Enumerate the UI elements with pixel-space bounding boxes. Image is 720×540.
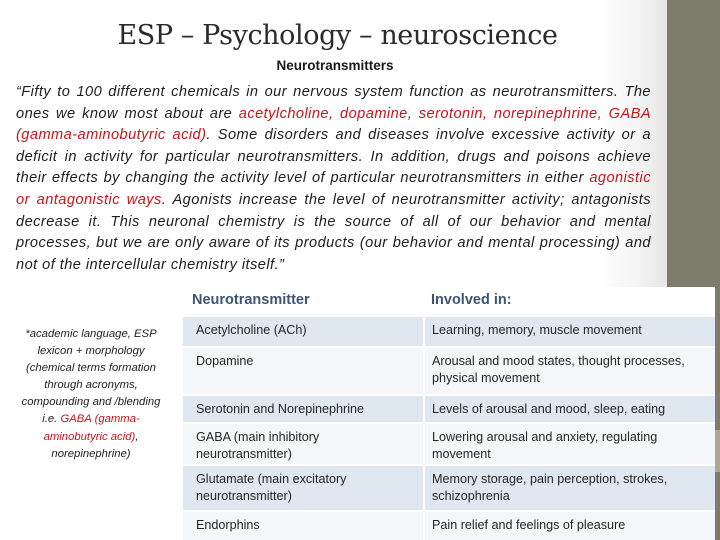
quote-highlight-2: agonistic or antagonistic ways <box>16 170 651 208</box>
table-row <box>183 464 715 510</box>
table-cell-name: Endorphins <box>196 518 260 532</box>
table-cell-name: Glutamate (main excitatory neurotransmitter) <box>196 472 347 503</box>
table-header-col1: Neurotransmitter <box>192 292 310 308</box>
table-cell-role: Learning, memory, muscle movement <box>432 323 642 337</box>
quote-text-3: . Agonists increase the level of neurotransmitter activity; antagonists decrease it. This neuronal chemistry is the source of all of our behavior and mental processes, but we are only aware of its products (our behavior and mental processing) and not of the intercellular chemistry itself.” <box>16 191 651 273</box>
table-row <box>183 422 715 464</box>
table-cell-name: Dopamine <box>196 354 254 368</box>
table-row <box>183 510 715 540</box>
table-header <box>183 287 715 315</box>
quote-paragraph <box>16 82 651 276</box>
table-cell-name: Acetylcholine (ACh) <box>196 323 307 337</box>
table-cell-name: Serotonin and Norepinephrine <box>196 402 365 416</box>
table-column-divider <box>423 315 425 540</box>
table-row <box>183 394 715 422</box>
table-cell-role: Pain relief and feelings of pleasure <box>432 518 626 532</box>
quote-text-1: “Fifty to 100 different chemicals in our nervous system function as neurotransmitters. The ones we know most about are <box>16 84 651 122</box>
slide-subtitle: Neurotransmitters <box>276 58 394 73</box>
table-row <box>183 346 715 394</box>
note-tail: , norepinephrine) <box>51 430 139 460</box>
quote-highlight-1: acetylcholine, dopamine, serotonin, norepinephrine, GABA (gamma-aminobutyric acid) <box>16 105 651 144</box>
table-cell-role: Memory storage, pain perception, strokes, schizophrenia <box>432 472 668 503</box>
table-header-col2: Involved in: <box>431 292 512 308</box>
side-note <box>14 326 168 463</box>
table-cell-role: Levels of arousal and mood, sleep, eating <box>432 402 666 416</box>
table-row <box>183 315 715 346</box>
neurotransmitter-table <box>183 287 715 540</box>
slide-title: ESP – Psychology – neuroscience <box>117 20 558 51</box>
note-text: *academic language, ESP lexicon + morphology (chemical terms formation through acronyms, compounding and /blending i.e. <box>21 328 161 426</box>
table-cell-role: Arousal and mood states, thought processes, physical movement <box>432 354 685 385</box>
note-highlight: GABA (gamma-aminobutyric acid) <box>43 413 140 443</box>
table-cell-name: GABA (main inhibitory neurotransmitter) <box>196 430 320 461</box>
table-cell-role: Lowering arousal and anxiety, regulating movement <box>432 430 658 461</box>
quote-text-2: . Some disorders and diseases involve excessive activity or a deficit in activity for particular neurotransmitters. In addition, drugs and poisons achieve their effects by changing the activity level of particular neurotransmitters in either <box>16 127 651 187</box>
